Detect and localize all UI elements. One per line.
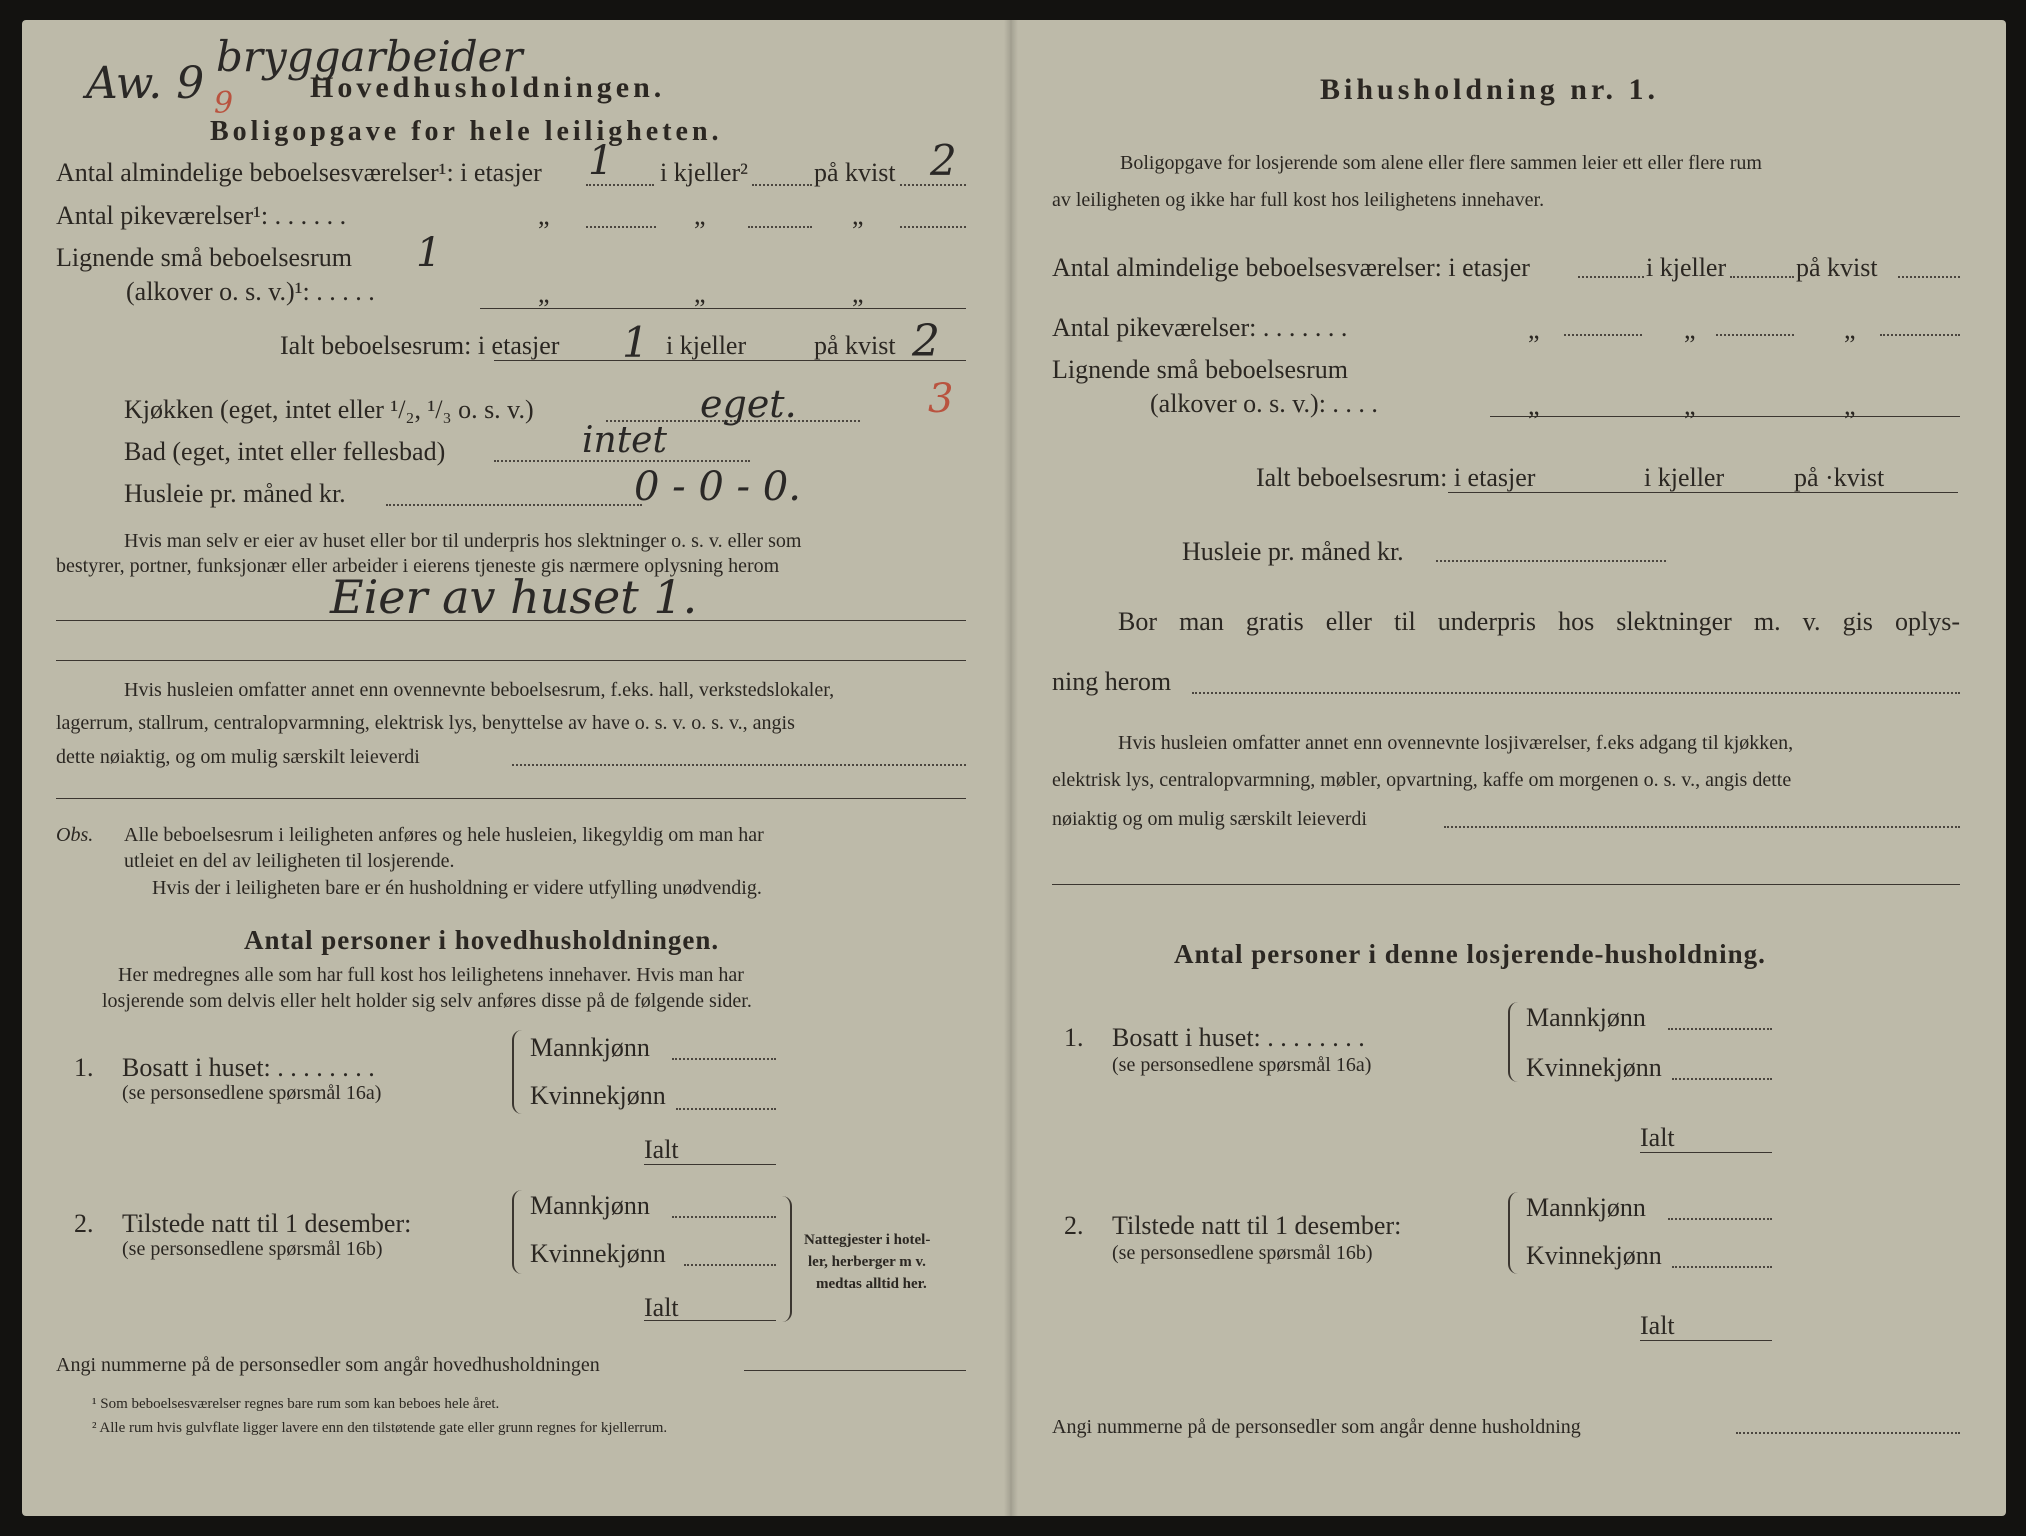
left-row2-line-3[interactable]: [900, 226, 966, 228]
left-ialt-kvist: på kvist: [814, 331, 896, 360]
left-row3-rule: [480, 308, 966, 309]
right-angi: Angi nummerne på de personsedler som angår denne husholdning: [1052, 1416, 1581, 1438]
right-q1-mann-line[interactable]: [1668, 1028, 1772, 1030]
right-omfatter-1: Hvis husleien omfatter annet enn ovennevnte losjiværelser, f.eks adgang til kjøkken,: [1118, 732, 1794, 754]
left-q1-mann-line[interactable]: [672, 1058, 776, 1060]
left-antal-title: Antal personer i hovedhusholdningen.: [244, 925, 720, 955]
right-ialt-kjeller: i kjeller: [1644, 463, 1725, 492]
right-ialt-kvist: på ·kvist: [1794, 463, 1885, 492]
right-omfatter-3: nøiaktig og om mulig særskilt leieverdi: [1052, 808, 1367, 830]
right-q1-kvinne: Kvinnekjønn: [1526, 1053, 1662, 1082]
right-q2-kvinne-line[interactable]: [1672, 1266, 1772, 1268]
right-row3-label-b: (alkover o. s. v.): . . . .: [1150, 389, 1378, 418]
left-omfatter-3: dette nøiaktig, og om mulig særskilt leieverdi: [56, 746, 420, 768]
left-nattegjester-1: Nattegjester i hotel-: [804, 1232, 931, 1248]
right-omfatter-2: elektrisk lys, centralopvarmning, møbler, opvartning, kaffe om morgenen o. s. v., angis dette: [1052, 769, 1792, 791]
left-q2-label: Tilstede natt til 1 desember:: [122, 1209, 412, 1238]
right-intro-2: av leiligheten og ikke har full kost hos leilighetens innehaver.: [1052, 189, 1545, 211]
right-q2-label: Tilstede natt til 1 desember:: [1112, 1211, 1402, 1240]
left-angi-line[interactable]: [744, 1370, 966, 1371]
left-omfatter-2: lagerrum, stallrum, centralopvarmning, elektrisk lys, benyttelse av have o. s. v. o. s. v., angis: [56, 712, 795, 734]
right-q1-num: 1.: [1064, 1023, 1084, 1052]
right-row1-kvist: på kvist: [1796, 253, 1878, 282]
left-q2-num: 2.: [74, 1209, 94, 1238]
left-q1-ialt: Ialt: [644, 1135, 679, 1164]
left-q2-mann-line[interactable]: [672, 1216, 776, 1218]
right-intro-1: Boligopgave for losjerende som alene eller flere sammen leier ett eller flere rum: [1120, 152, 1762, 174]
right-q2-sub: (se personsedlene spørsmål 16b): [1112, 1242, 1373, 1264]
left-nattegjester-2: ler, herberger m v.: [808, 1254, 926, 1270]
right-q2-ialt: Ialt: [1640, 1311, 1675, 1340]
left-obs-label: Obs.: [56, 824, 94, 846]
right-row1-label: Antal almindelige beboelsesværelser: i etasjer: [1052, 253, 1530, 282]
right-q1-sub: (se personsedlene spørsmål 16a): [1112, 1054, 1372, 1076]
right-omfatter-rule: [1052, 884, 1960, 885]
left-row2-line-2[interactable]: [748, 226, 812, 228]
handwritten-red-3: 3: [928, 376, 954, 422]
right-q1-ialt: Ialt: [1640, 1123, 1675, 1152]
left-ialt-kjeller: i kjeller: [666, 331, 747, 360]
right-q2-mann: Mannkjønn: [1526, 1193, 1646, 1222]
left-ditto: „: [694, 279, 706, 308]
left-omfatter-1: Hvis husleien omfatter annet enn ovennevnte beboelsesrum, f.eks. hall, verkstedslokaler,: [124, 679, 835, 701]
left-q1-label: Bosatt i huset: . . . . . . . .: [122, 1053, 375, 1082]
left-omfatter-rule: [56, 798, 966, 799]
right-q2-mann-line[interactable]: [1668, 1218, 1772, 1220]
handwritten-occupation: bryggarbeider: [216, 32, 523, 81]
left-obs-text-1: Alle beboelsesrum i leiligheten anføres og hele husleien, likegyldig om man har: [124, 824, 764, 846]
right-q1-kvinne-line[interactable]: [1672, 1078, 1772, 1080]
left-kvist-value: 2: [930, 136, 957, 185]
left-row2-label: Antal pikeværelser¹: . . . . . .: [56, 201, 347, 230]
left-ditto: „: [852, 279, 864, 308]
right-q1-mann: Mannkjønn: [1526, 1003, 1646, 1032]
left-q2-mann: Mannkjønn: [530, 1191, 650, 1220]
left-omfatter-line[interactable]: [512, 764, 966, 766]
left-row1-kvist: på kvist: [814, 158, 896, 187]
left-q2-right-brace: [780, 1196, 792, 1322]
right-row1-etasjer-line[interactable]: [1578, 276, 1644, 278]
left-etasjer-value: 1: [588, 138, 614, 184]
right-row3-rule: [1490, 416, 1960, 417]
left-antal-text-2: losjerende som delvis eller helt holder sig selv anføres disse på de følgende sider.: [102, 990, 752, 1012]
left-row3-label-b: (alkover o. s. v.)¹: . . . . .: [126, 277, 375, 306]
page-fold: [1004, 20, 1018, 1516]
right-q2-brace: [1508, 1192, 1520, 1274]
left-alkover-value: 1: [416, 230, 442, 276]
right-ditto: „: [1528, 391, 1540, 420]
right-ditto: „: [1844, 391, 1856, 420]
left-eier-rule-2: [56, 660, 966, 661]
left-ditto: „: [852, 201, 864, 230]
left-bad-value: intet: [582, 420, 667, 461]
left-angi: Angi nummerne på de personsedler som angår hovedhusholdningen: [56, 1354, 600, 1376]
right-row2-line-2[interactable]: [1716, 334, 1794, 336]
right-row1-kvist-line[interactable]: [1898, 276, 1960, 278]
left-kjokken-label: Kjøkken (eget, intet eller ¹/₂, ¹/₃ o. s. v.): [124, 395, 534, 424]
right-omfatter-line[interactable]: [1444, 826, 1960, 828]
left-row1-kjeller-line[interactable]: [752, 184, 812, 186]
left-obs-text-3: Hvis der i leiligheten bare er én husholdning er videre utfylling unødvendig.: [152, 877, 762, 899]
left-ialt-etasjer-value: 1: [622, 318, 649, 367]
right-row2-line-3[interactable]: [1880, 334, 1960, 336]
left-husleie-label: Husleie pr. måned kr.: [124, 479, 346, 508]
left-footnote-2: ² Alle rum hvis gulvflate ligger lavere enn den tilstøtende gate eller grunn regnes for kjellerrum.: [92, 1420, 668, 1436]
left-ialt-kvist-value: 2: [912, 316, 940, 367]
right-ialt-rule: [1448, 492, 1958, 493]
right-ialt-label: Ialt beboelsesrum: i etasjer: [1256, 463, 1536, 492]
right-q1-label: Bosatt i huset: . . . . . . . .: [1112, 1023, 1365, 1052]
right-ditto: „: [1844, 315, 1856, 344]
left-kjokken-value: eget.: [700, 382, 797, 426]
left-q2-ialt: Ialt: [644, 1293, 679, 1322]
left-antal-text-1: Her medregnes alle som har full kost hos leilighetens innehaver. Hvis man har: [118, 964, 744, 986]
right-row3-label-a: Lignende små beboelsesrum: [1052, 355, 1349, 384]
left-row3-label-a: Lignende små beboelsesrum: [56, 243, 353, 272]
right-husleie-line[interactable]: [1436, 560, 1666, 562]
left-title: Hovedhusholdningen.: [310, 71, 666, 104]
left-row1-kjeller: i kjeller²: [660, 158, 748, 187]
right-gratis-1: Bor man gratis eller til underpris hos slektninger m. v. gis oplys-: [1118, 607, 1960, 636]
right-ditto: „: [1684, 391, 1696, 420]
right-antal-title: Antal personer i denne losjerende-husholdning.: [1174, 939, 1766, 969]
right-row2-line-1[interactable]: [1564, 334, 1642, 336]
left-q2-kvinne-line[interactable]: [684, 1264, 776, 1266]
left-q1-mann: Mannkjønn: [530, 1033, 650, 1062]
right-q2-num: 2.: [1064, 1211, 1084, 1240]
right-husleie-label: Husleie pr. måned kr.: [1182, 537, 1404, 566]
left-eier-text-2: bestyrer, portner, funksjonær eller arbeider i eierens tjeneste gis nærmere oplysning herom: [56, 555, 780, 577]
left-row1-etasjer-line[interactable]: [586, 184, 654, 186]
left-q1-brace: [512, 1030, 524, 1114]
left-footnote-1: ¹ Som beboelsesværelser regnes bare rum som kan beboes hele året.: [92, 1396, 500, 1412]
right-angi-line[interactable]: [1736, 1432, 1960, 1434]
left-q1-kvinne-line[interactable]: [676, 1108, 776, 1110]
left-ditto: „: [538, 279, 550, 308]
left-q1-num: 1.: [74, 1053, 94, 1082]
left-husleie-value: 0 - 0 - 0.: [634, 464, 801, 510]
left-ditto: „: [538, 201, 550, 230]
left-q2-kvinne: Kvinnekjønn: [530, 1239, 666, 1268]
right-gratis-line[interactable]: [1192, 692, 1960, 694]
right-ditto: „: [1684, 315, 1696, 344]
right-q2-ialt-line[interactable]: [1640, 1340, 1772, 1341]
left-q1-ialt-line[interactable]: [644, 1164, 776, 1165]
left-nattegjester-3: medtas alltid her.: [816, 1276, 927, 1292]
left-row2-line-1[interactable]: [586, 226, 656, 228]
handwritten-red-mark: 9: [214, 86, 234, 121]
right-gratis-2: ning herom: [1052, 667, 1172, 696]
left-ialt-rule: [494, 360, 966, 361]
right-q2-kvinne: Kvinnekjønn: [1526, 1241, 1662, 1270]
right-row2-label: Antal pikeværelser: . . . . . . .: [1052, 313, 1348, 342]
left-subtitle: Boligopgave for hele leiligheten.: [210, 116, 723, 147]
left-q1-sub: (se personsedlene spørsmål 16a): [122, 1082, 382, 1104]
left-q2-brace: [512, 1190, 524, 1274]
left-ditto: „: [694, 201, 706, 230]
handwritten-note-aw: Aw. 9: [86, 58, 205, 109]
left-eier-text-1: Hvis man selv er eier av huset eller bor til underpris hos slektninger o. s. v. eller som: [124, 530, 802, 552]
left-obs-text-2: utleiet en del av leiligheten til losjerende.: [124, 850, 455, 872]
left-bad-label: Bad (eget, intet eller fellesbad): [124, 437, 446, 466]
left-q2-sub: (se personsedlene spørsmål 16b): [122, 1238, 383, 1260]
left-q1-kvinne: Kvinnekjønn: [530, 1081, 666, 1110]
left-eier-rule-1: [56, 620, 966, 621]
right-row1-kjeller: i kjeller: [1646, 253, 1727, 282]
left-husleie-line[interactable]: [386, 504, 642, 506]
left-q2-ialt-line[interactable]: [644, 1320, 776, 1321]
right-q1-brace: [1508, 1002, 1520, 1082]
right-q1-ialt-line[interactable]: [1640, 1152, 1772, 1153]
right-title: Bihusholdning nr. 1.: [1320, 73, 1660, 106]
right-row1-kjeller-line[interactable]: [1730, 276, 1794, 278]
left-row1-label: Antal almindelige beboelsesværelser¹: i etasjer: [56, 158, 542, 187]
right-ditto: „: [1528, 315, 1540, 344]
left-ialt-label: Ialt beboelsesrum: i etasjer: [280, 331, 560, 360]
left-eier-value: Eier av huset 1.: [330, 570, 698, 624]
